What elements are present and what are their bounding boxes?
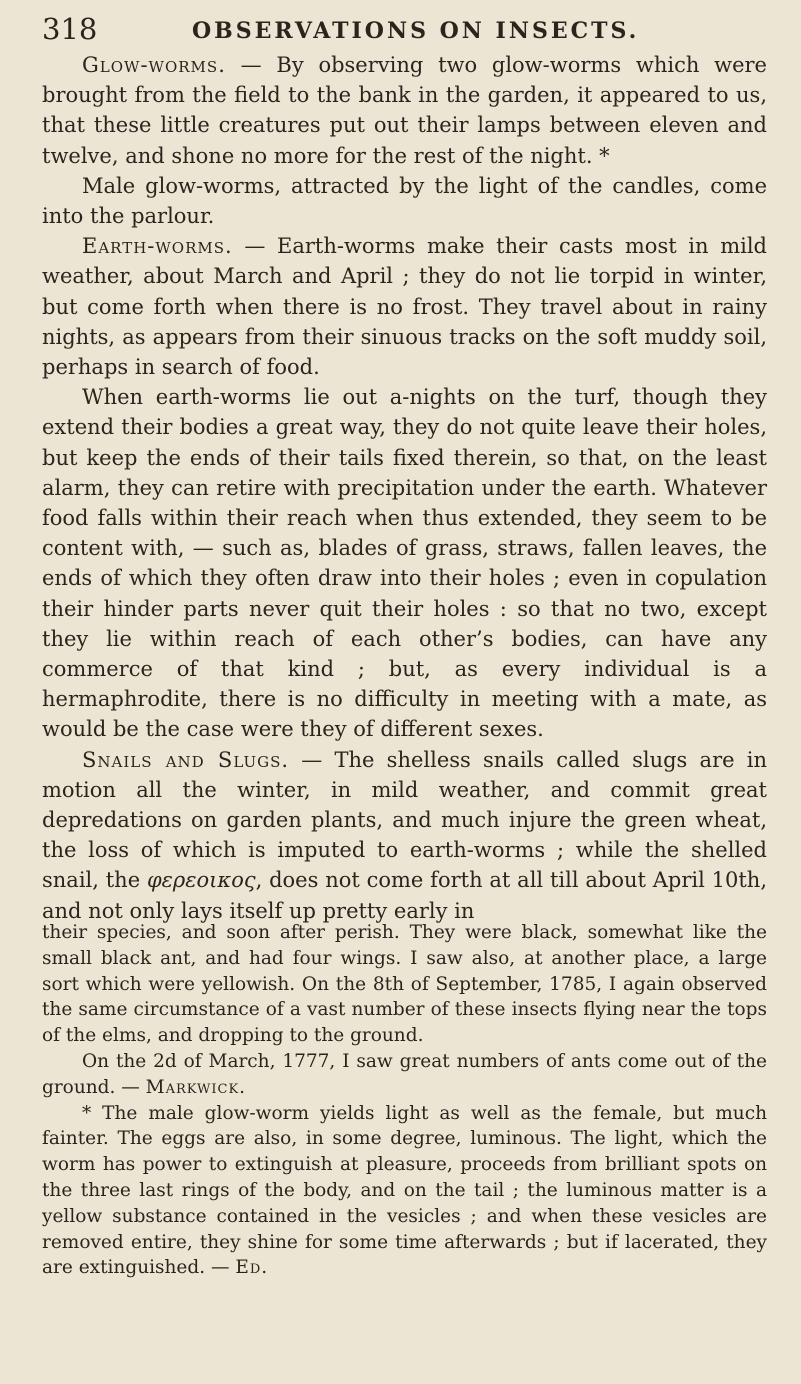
section-heading-snails-slugs: Snails and Slugs.: [82, 747, 290, 772]
footnote-ants-march: [42, 1049, 767, 1101]
paragraph-text: — By observing two glow-worms which were brought from the field to the bank in the garden, it appeared to us, that these little creatures put out their lamps between eleven and twelve, and shone no more for the rest of the night. *: [42, 53, 767, 168]
footnote-signature: Markwick.: [145, 1076, 247, 1098]
page-number: 318: [42, 12, 98, 46]
paragraph-text: — The shelless snails called slugs are in motion all the winter, in mild weather, and commit great depredations on garden plants, and much injure the green wheat, the loss of which is imputed to earth-worms ; while the shelled snail, the: [42, 747, 767, 893]
paragraph-male-glow-worms: Male glow-worms, attracted by the light of the candles, come into the parlour.: [42, 173, 767, 229]
section-heading-earth-worms: Earth-worms.: [82, 234, 233, 259]
paragraph-glow-worms: [42, 50, 767, 171]
paragraph-earth-worms: [42, 231, 767, 382]
running-header: [42, 12, 767, 46]
paragraph-earth-worms-night: When earth-worms lie out a-nights on the turf, though they extend their bodies a great way, they do not quite leave their holes, but keep the ends of their tails fixed therein, so that, on the least alarm, they can retire with precipitation under the earth. Whatever food falls within their reach when thus extended, they seem to be content with, — such as, blades of grass, straws, fallen leaves, the ends of which they often draw into their holes ; even in copulation their hinder parts never quit their holes : so that no two, except they lie within reach of each other’s bodies, can have any commerce of that kind ; but, as every individual is a hermaphrodite, there is no difficulty in meeting with a mate, as would be the case were they of different sexes.: [42, 385, 767, 742]
footnote-text: On the 2d of March, 1777, I saw great numbers of ants come out of the ground. —: [42, 1050, 767, 1098]
greek-word: φερεοικος: [146, 868, 256, 893]
paragraph-text: — Earth-worms make their casts most in mild weather, about March and April ; they do not lie torpid in winter, but come forth when there is no frost. They travel about in rainy nights, as appears from their sinuous tracks on the soft muddy soil, perhaps in search of food.: [42, 234, 767, 380]
paragraph-snails-slugs: [42, 745, 767, 926]
running-title: OBSERVATIONS ON INSECTS.: [192, 18, 640, 44]
main-text: [42, 50, 767, 926]
paragraph-text: , does not come forth at all till about April 10th, and not only lays itself up pretty early in: [42, 868, 767, 923]
section-heading-glow-worms: Glow-worms.: [82, 53, 226, 77]
footnote-signature: Ed.: [235, 1257, 269, 1279]
footnote-text: * The male glow-worm yields light as well as the female, but much fainter. The eggs are also, in some degree, luminous. The light, which the worm has power to extinguish at pleasure, proceeds from brilliant spots on the three last rings of the body, and on the tail ; the luminous matter is a yellow substance contained in the vesicles ; and when these vesicles are removed entire, they shine for some time afterwards ; but if lacerated, they are extinguished. —: [42, 1102, 767, 1279]
footnote-glow-worm: [42, 1101, 767, 1282]
footnote-ants-continued: their species, and soon after perish. They were black, somewhat like the small black ant, and had four wings. I saw also, at another place, a large sort which were yellowish. On the 8th of September, 1785, I again observed the same circumstance of a vast number of these insects flying near the tops of the elms, and dropping to the ground.: [42, 922, 767, 1047]
footnotes: [42, 920, 767, 1281]
